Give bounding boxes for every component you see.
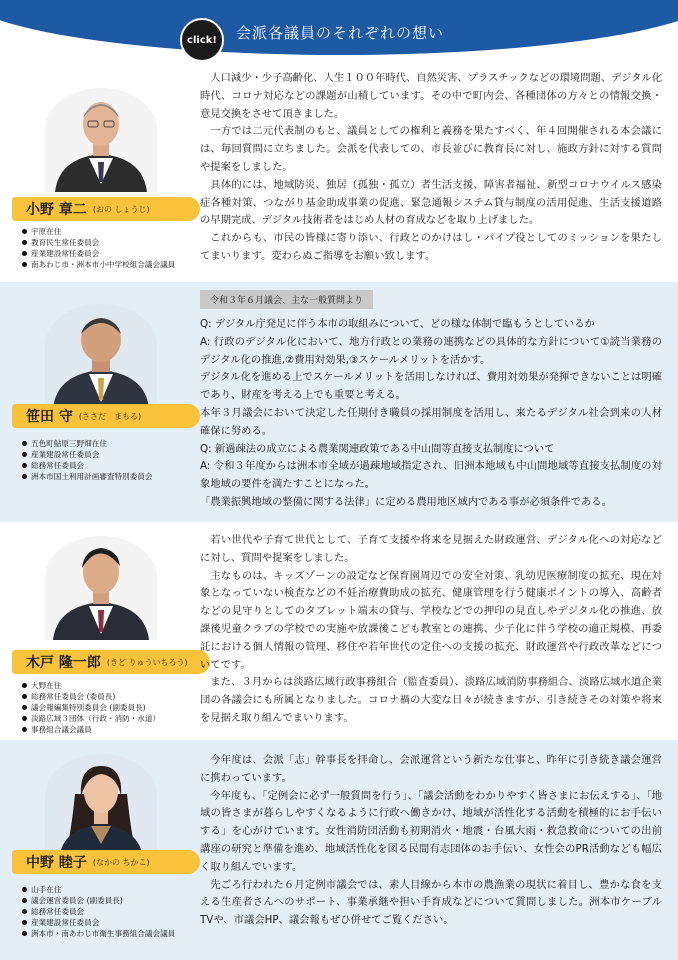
statement-paragraph: 今年度は、会派「志」幹事長を拝命し、会派運営という新たな仕事と、昨年に引き続き議会運営に携わっています。	[200, 754, 662, 784]
member-section-sasada	[0, 282, 678, 522]
statement-paragraph: 先ごろ行われた６月定例市議会では、素人目線から本市の農漁業の現状に着目し、豊かな食を支える生産者さんへのサポート、事業承継や担い手育成などについて質問しました。洲本市ケーブルTVや、市議会HP、議会報もぜひ併せてご覧ください。	[200, 878, 662, 927]
qa-line: A: 令和３年度からは洲本市全域が過疎地域指定され、旧洲本地域も中山間地域等直接支払制度の対象地域の要件を満たすことになった。	[200, 460, 662, 491]
member-statement	[200, 70, 662, 266]
member-name: 木戸 隆一郎	[26, 655, 101, 671]
portrait-male-icon	[45, 88, 157, 192]
member-kana: (おの しょうじ)	[92, 204, 150, 214]
member-photo	[45, 304, 157, 408]
member-roles	[22, 438, 153, 482]
member-nameplate	[12, 850, 200, 874]
member-name: 小野 章二	[26, 202, 87, 218]
role-item: 総務常任委員会 (委員長)	[22, 691, 160, 702]
role-item: 総務常任委員会	[22, 460, 153, 471]
statement-paragraph: 主なものは、キッズゾーンの設定など保育園周辺での安全対策、乳幼児医療制度の拡充、現在対象となっていない検査などの不妊治療費助成の拡充、健康管理を行う健康ポイントの導入、高齢者などの見守りとしてのタブレット端末の貸与、学校などでの押印の見直しやデジタル化の推進、放課後児童クラブの学校での実施や放課後こども教室との連携、少子化に伴う学校の適正規模、再委託における個人情報の管理、移住や若年世代の定住への支援の拡充、財政運営や行政改革などについてです。	[200, 569, 662, 671]
statement-paragraph: また、３月からは淡路広域行政事務組合（監査委員）、淡路広域消防事務組合、淡路広域水道企業団の各議会にも所属となりました。コロナ禍の大変な日々が続きますが、引き続きその対策や将来を見据え取り組んでまいります。	[200, 676, 662, 724]
member-statement	[200, 752, 662, 930]
qa-line: A: 行政のデジタル化において、地方行政との業務の連携などの具体的な方針について①読当業務のデジタル化の推進,②費用対効果,③スケールメリットを活かす。	[200, 335, 662, 366]
member-roles	[22, 226, 175, 270]
member-roles	[22, 884, 175, 939]
member-photo	[45, 536, 157, 640]
member-name: 笹田 守	[26, 409, 73, 425]
role-item: 議会報編集特別委員会 (副委員長)	[22, 702, 160, 713]
member-name: 中野 睦子	[26, 855, 87, 871]
member-nameplate	[12, 404, 200, 428]
member-statement	[200, 316, 662, 512]
member-kana: (ささだ まもる)	[78, 411, 142, 421]
statement-paragraph: これからも、市民の皆様に寄り添い、行政とのかけはし・パイプ役としてのミッションを果たしてまいります。変わらぬご指導をお願い致します。	[200, 232, 662, 262]
member-nameplate	[12, 197, 200, 221]
qa-line: Q: デジタル庁発足に伴う本市の取組みについて、どの様な体制で臨もうとしているか	[200, 318, 595, 330]
member-photo	[45, 88, 157, 192]
role-item: 産業建設常任委員会	[22, 449, 153, 460]
member-statement	[200, 532, 662, 728]
qa-line: デジタル化を進める上でスケールメリットを活用しなければ、費用対効果が発揮できないことは明確であり、財産を考える上でも重要と考える。	[200, 371, 662, 402]
role-item: 洲本市国土利用計画審査特別委員会	[22, 471, 153, 482]
member-section-ono	[0, 60, 678, 282]
qa-line: 「農業振興地域の整備に関する法律」に定める農用地区域内である事が必須条件である。	[200, 495, 612, 508]
page-title: 会派各議員のそれぞれの想い	[236, 24, 445, 42]
role-item: 教育民生常任委員会	[22, 237, 175, 248]
role-item: 山手在住	[22, 884, 175, 895]
role-item: 南あわじ市・洲本市小中学校組合議会議員	[22, 259, 175, 270]
statement-paragraph: 今年度も、「定例会に必ず一般質問を行う」、「議会活動をわかりやすく皆さまにお伝えする」、「地域の皆さまが暮らしやすくなるように行政へ働きかけ、地域が活性化する活動を積極的にお手伝いする」を心がけています。女性消防団活動も初期消火・地震・台風大雨・救急救命についての出前講座の研究と準備を進め、地域活性化を図る民間有志団体のお手伝い、女性会のPR活動なども幅広く取り組んでいます。	[200, 789, 662, 873]
role-item: 事務組合議会議員	[22, 724, 160, 735]
statement-paragraph: 具体的には、地域防災、独居（孤独・孤立）者生活支援、障害者福祉、新型コロナウイルス感染症各種対策、つながり基金助成事業の促進、緊急通報システム貸与制度の活用促進、生活支援道路の早期完成、デジタル技術者をはじめ人材の育成などを取り上げました。	[200, 178, 662, 227]
statement-paragraph: 一方では二元代表制のもと、議員としての権利と義務を果たすべく、年４回開催される本会議には、毎回質問に立ちました。会派を代表しての、市長並びに教育長に対し、施政方針に対する質問や提案をしました。	[200, 125, 662, 173]
role-item: 大野在住	[22, 680, 160, 691]
member-roles	[22, 680, 160, 735]
member-kana: (きど りゅういちろう)	[106, 657, 188, 667]
role-item: 淡路広域３団体（行政・消防・水道）	[22, 713, 160, 724]
role-item: 産業建設常任委員会	[22, 917, 175, 928]
click-badge: click!	[180, 18, 224, 60]
member-section-nakano	[0, 740, 678, 960]
role-item: 宇原在住	[22, 226, 175, 237]
portrait-female-icon	[45, 754, 157, 858]
role-item: 議会運営委員会 (副委員長)	[22, 895, 175, 906]
role-item: 洲本市・南あわじ市衛生事務組合議会議員	[22, 928, 175, 939]
role-item: 産業建設常任委員会	[22, 248, 175, 259]
statement-paragraph: 人口減少・少子高齢化、人生１００年時代、自然災害、プラスチックなどの環境問題、デジタル化時代、コロナ対応などの課題が山積しています。その中で町内会、各種団体の方々との情報交換・意見交換をさせて頂きました。	[200, 72, 662, 120]
header-banner	[0, 0, 678, 60]
section-tag: 令和３年６月議会、主な一般質問より	[200, 290, 373, 309]
qa-line: Q: 新過疎法の成立による農業関連政策である中山間等直接支払制度について	[200, 442, 555, 455]
member-section-kido	[0, 522, 678, 740]
member-kana: (なかの ちかこ)	[92, 857, 150, 867]
qa-line: 本年３月議会において決定した任期付き職員の採用制度を活用し、来たるデジタル社会到来の人材確保に努める。	[200, 406, 662, 437]
statement-paragraph: 若い世代や子育て世代として、子育て支援や将来を見据えた財政運営、デジタル化への対応などに対し、質問や提案をしました。	[200, 534, 662, 564]
portrait-male-icon	[45, 536, 157, 640]
member-nameplate	[12, 650, 210, 674]
member-photo	[45, 754, 157, 858]
role-item: 総務常任委員会	[22, 906, 175, 917]
portrait-male-icon	[45, 304, 157, 408]
role-item: 五色町鮎原三野畑在住	[22, 438, 153, 449]
